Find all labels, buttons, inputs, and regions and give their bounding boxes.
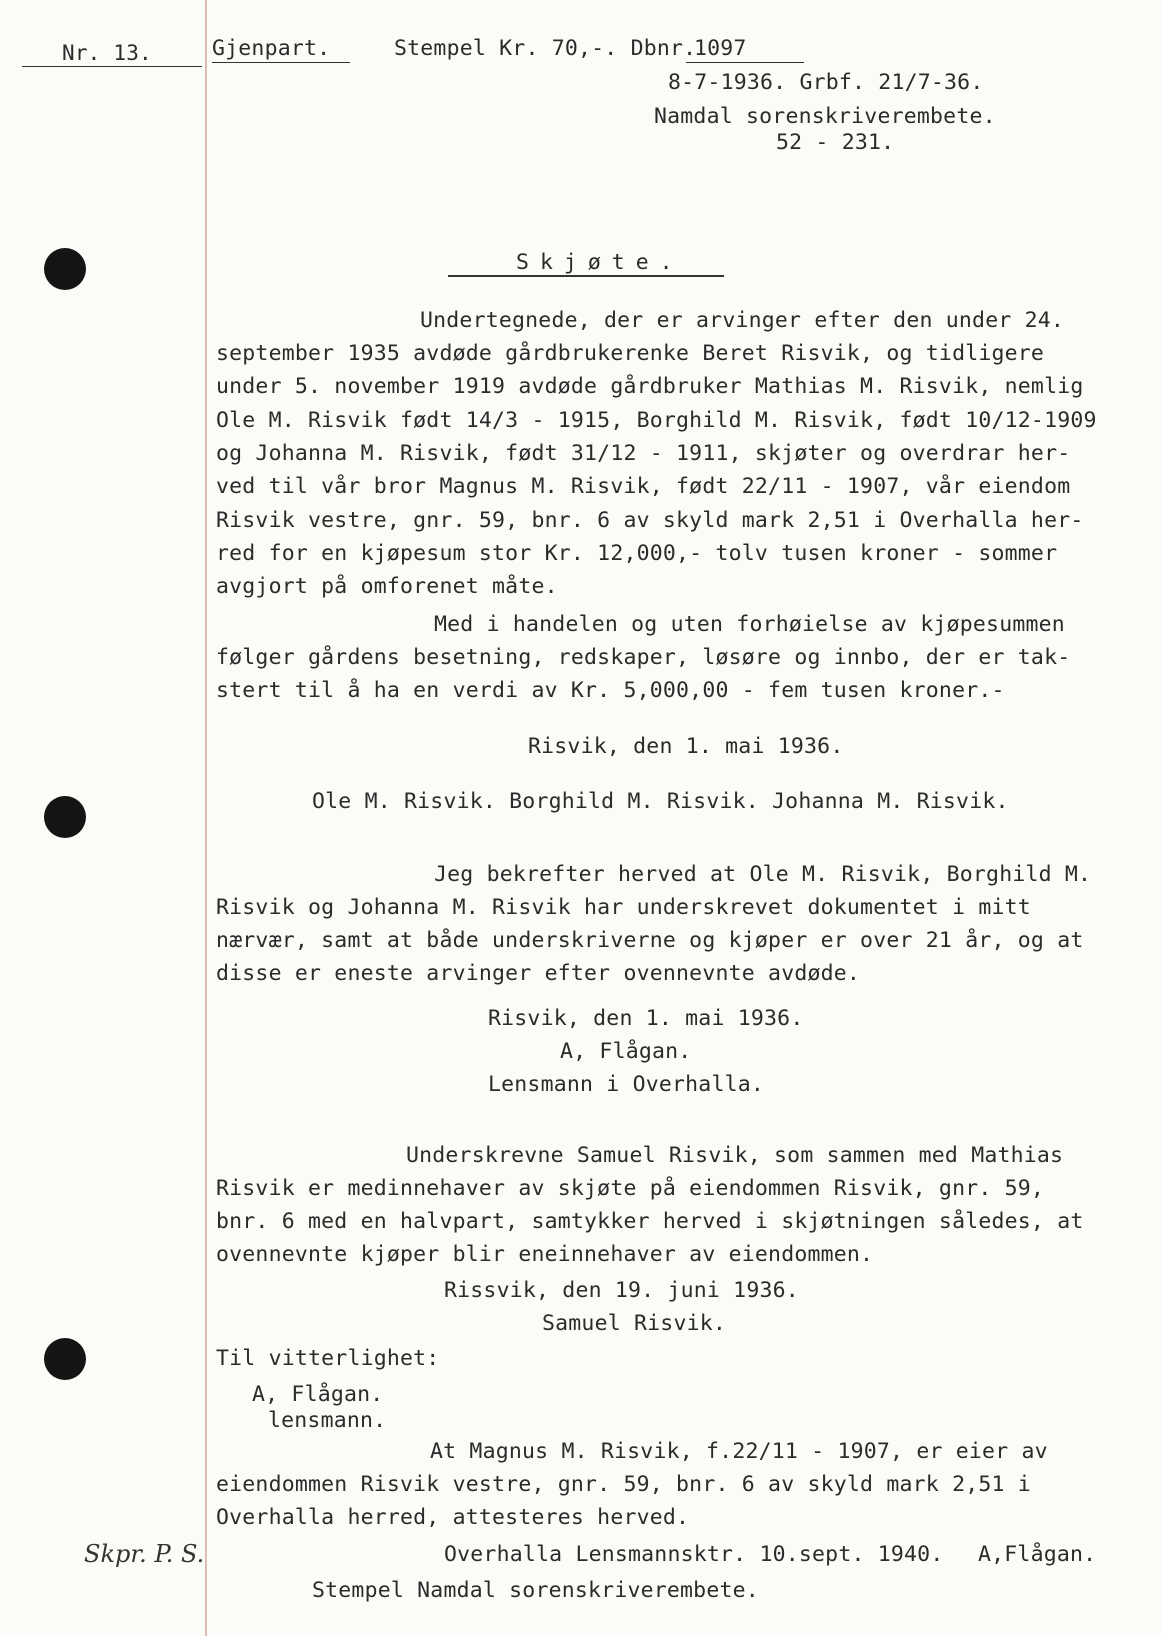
body-line: nærvær, samt at både underskriverne og kjøper er over 21 år, og at: [216, 928, 1084, 953]
header-dates: 8-7-1936. Grbf. 21/7-36.: [668, 70, 984, 95]
dbnr-value: 1097: [694, 36, 747, 61]
title-underline: [448, 275, 724, 277]
punch-hole: [44, 1338, 86, 1380]
body-line: red for en kjøpesum stor Kr. 12,000,- tolv tusen kroner - sommer: [216, 541, 1058, 566]
body-line: følger gårdens besetning, redskaper, løsøre og innbo, der er tak-: [216, 645, 1071, 670]
lensmann-name: A, Flågan.: [560, 1039, 692, 1064]
handwritten-note: Skpr. P. S.: [84, 1540, 205, 1568]
punch-hole: [44, 796, 86, 838]
body-line: disse er eneste arvinger efter ovennevnte avdøde.: [216, 961, 861, 986]
document-number: Nr. 13.: [62, 41, 152, 65]
signers-line: Ole M. Risvik. Borghild M. Risvik. Johanna M. Risvik.: [312, 789, 1009, 814]
witness-label: Til vitterlighet:: [216, 1346, 440, 1371]
punch-hole: [44, 248, 86, 290]
body-line: avgjort på omforenet måte.: [216, 574, 558, 599]
closing-signature: A,Flågan.: [978, 1542, 1097, 1567]
body-line: Risvik er medinnehaver av skjøte på eiendommen Risvik, gnr. 59,: [216, 1176, 1045, 1201]
body-line: under 5. november 1919 avdøde gårdbruker Mathias M. Risvik, nemlig: [216, 374, 1084, 399]
body-line: Jeg bekrefter herved at Ole M. Risvik, Borghild M.: [434, 862, 1092, 887]
body-line: september 1935 avdøde gårdbrukerenke Beret Risvik, og tidligere: [216, 341, 1045, 366]
body-line: ovennevnte kjøper blir eneinnehaver av eiendommen.: [216, 1242, 874, 1267]
body-line: eiendommen Risvik vestre, gnr. 59, bnr. 6 av skyld mark 2,51 i: [216, 1472, 1031, 1497]
body-line: bnr. 6 med en halvpart, samtykker herved i skjøtningen således, at: [216, 1209, 1084, 1234]
copy-label-underline: [212, 62, 350, 63]
body-line: Underskrevne Samuel Risvik, som sammen med Mathias: [406, 1143, 1064, 1168]
witness-name: A, Flågan.: [252, 1382, 384, 1407]
copy-label: Gjenpart.: [212, 36, 331, 61]
body-line: Med i handelen og uten forhøielse av kjøpesummen: [434, 612, 1065, 637]
signer-name: Samuel Risvik.: [542, 1311, 727, 1336]
lensmann-title: Lensmann i Overhalla.: [488, 1072, 765, 1097]
body-line: ved til vår bror Magnus M. Risvik, født 22/11 - 1907, vår eiendom: [216, 474, 1071, 499]
body-line: Undertegnede, der er arvinger efter den under 24.: [420, 308, 1065, 333]
place-date: Rissvik, den 19. juni 1936.: [444, 1278, 799, 1303]
header-rule: [22, 66, 202, 67]
document-title: Skjøte.: [516, 250, 684, 275]
witness-title: lensmann.: [268, 1408, 387, 1433]
stamp-line: Stempel Kr. 70,-. Dbnr.: [394, 36, 697, 61]
body-line: At Magnus M. Risvik, f.22/11 - 1907, er eier av: [430, 1439, 1048, 1464]
dbnr-underline: [686, 62, 804, 63]
place-date: Risvik, den 1. mai 1936.: [488, 1006, 804, 1031]
reference-number: 52 - 231.: [776, 130, 895, 155]
closing-office: Overhalla Lensmannsktr. 10.sept. 1940.: [444, 1542, 944, 1567]
body-line: Risvik vestre, gnr. 59, bnr. 6 av skyld mark 2,51 i Overhalla her-: [216, 508, 1084, 533]
place-date: Risvik, den 1. mai 1936.: [528, 734, 844, 759]
body-line: stert til å ha en verdi av Kr. 5,000,00 - fem tusen kroner.-: [216, 678, 1005, 703]
body-line: Overhalla herred, attesteres herved.: [216, 1505, 690, 1530]
body-line: Risvik og Johanna M. Risvik har underskrevet dokumentet i mitt: [216, 895, 1031, 920]
final-stamp: Stempel Namdal sorenskriverembete.: [312, 1578, 759, 1603]
margin-line: [205, 0, 207, 1636]
body-line: Ole M. Risvik født 14/3 - 1915, Borghild M. Risvik, født 10/12-1909: [216, 408, 1097, 433]
body-line: og Johanna M. Risvik, født 31/12 - 1911, skjøter og overdrar her-: [216, 441, 1071, 466]
office-name: Namdal sorenskriverembete.: [654, 104, 996, 129]
